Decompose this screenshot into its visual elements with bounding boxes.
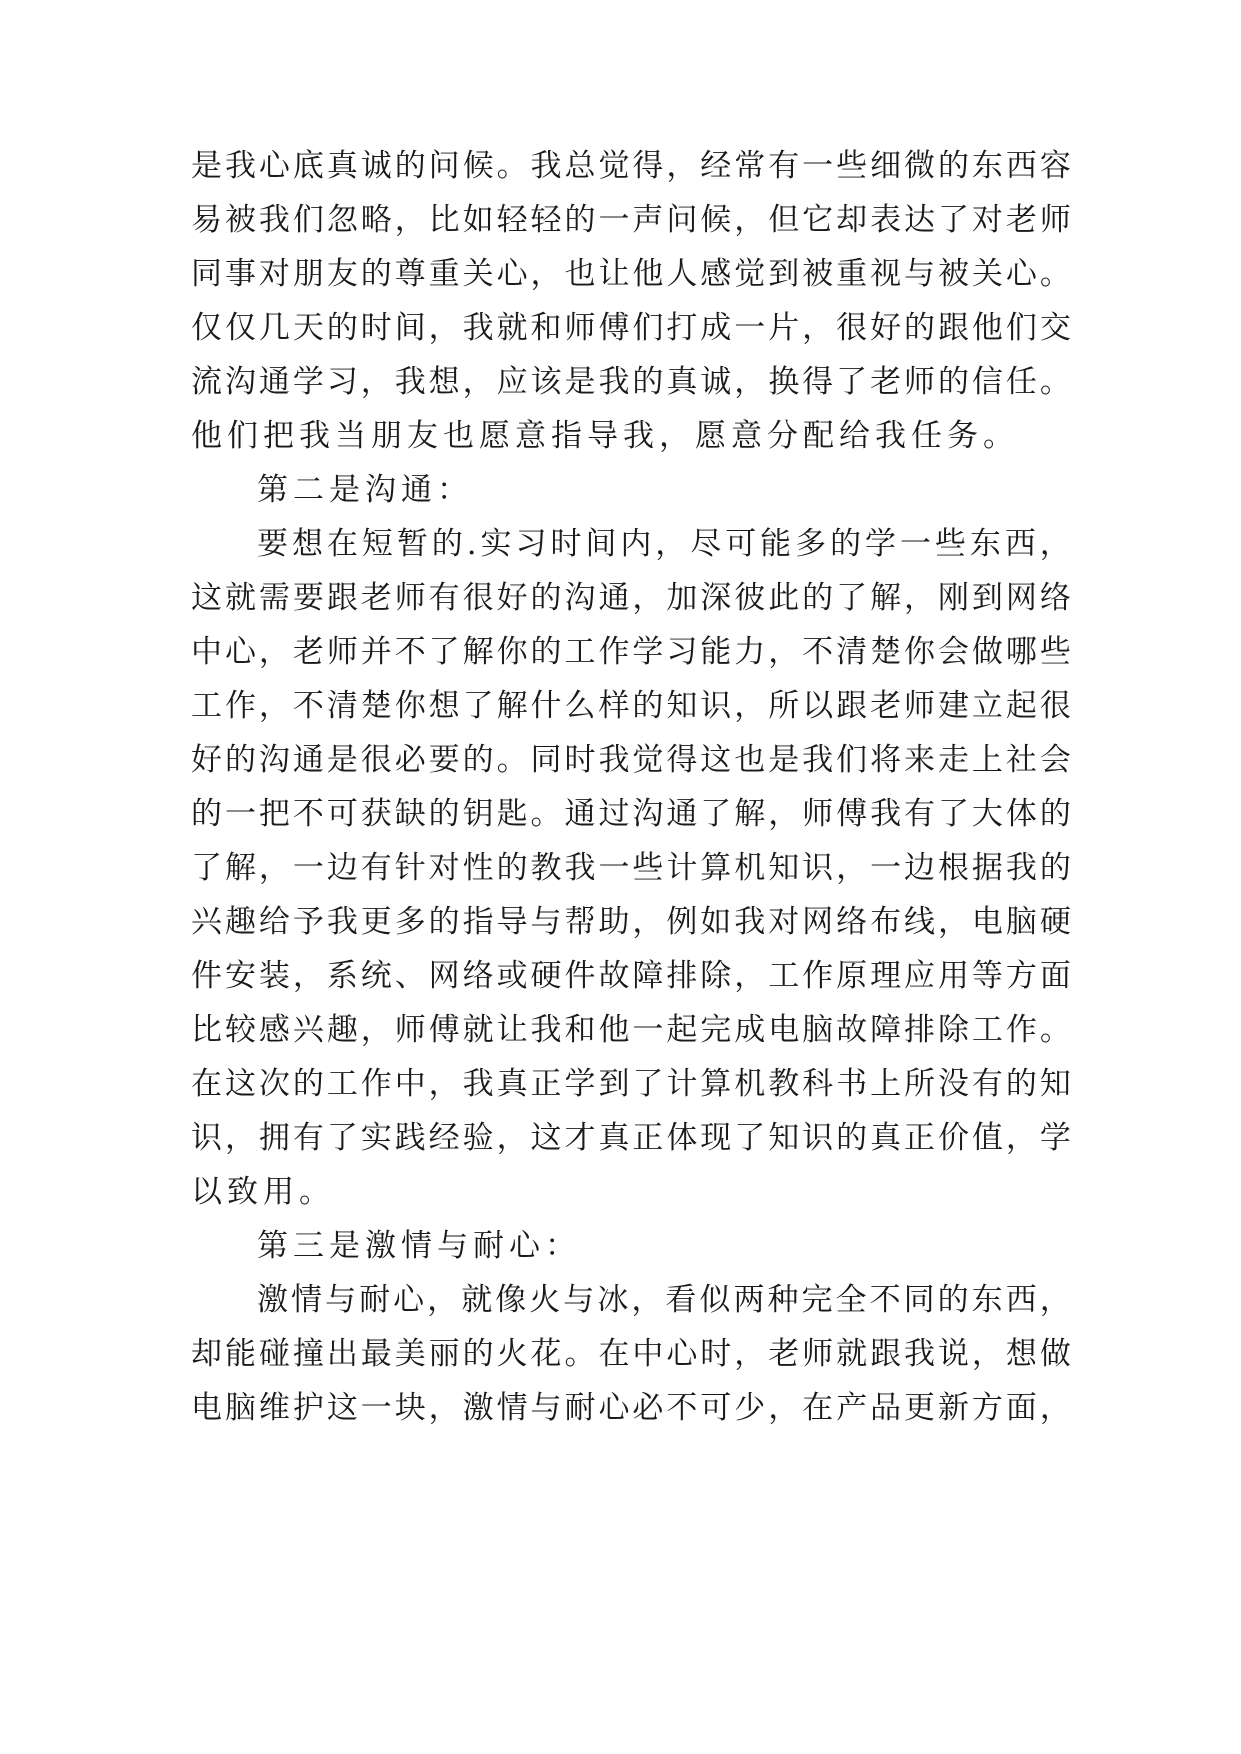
text-line: 在 这 次 的 工 作 中 ， 我 真 正 学 到 了 计 算 机 教 科 书 上 所 没 有 的 知 [191, 1066, 1071, 1102]
section-heading: 第三是激情与耐心： [257, 1228, 581, 1264]
text-line: 电 脑 维 护 这 一 块 ， 激 情 与 耐 心 必 不 可 少 ， 在 产 品 更 新 方 面 ， [191, 1390, 1071, 1426]
text-line: 识 ， 拥 有 了 实 践 经 验 ， 这 才 真 正 体 现 了 知 识 的 真 正 价 值 ， 学 [191, 1120, 1071, 1156]
text-line: 以致用。 [191, 1174, 335, 1210]
text-line: 这 就 需 要 跟 老 师 有 很 好 的 沟 通 ， 加 深 彼 此 的 了 解 ， 刚 到 网 络 [191, 580, 1071, 616]
text-line: 同 事 对 朋 友 的 尊 重 关 心 ， 也 让 他 人 感 觉 到 被 重 视 与 被 关 心 。 [191, 256, 1071, 292]
text-line: 他们把我当朋友也愿意指导我，愿意分配给我任务。 [191, 418, 1019, 454]
text-line: 却 能 碰 撞 出 最 美 丽 的 火 花 。 在 中 心 时 ， 老 师 就 跟 我 说 ， 想 做 [191, 1336, 1071, 1372]
text-line: 件 安 装 ， 系 统 、 网 络 或 硬 件 故 障 排 除 ， 工 作 原 理 应 用 等 方 面 [191, 958, 1071, 994]
text-line: 要 想 在 短 暂 的 . 实 习 时 间 内 ， 尽 可 能 多 的 学 一 些 东 西 ， [257, 526, 1071, 562]
text-line: 了 解 ， 一 边 有 针 对 性 的 教 我 一 些 计 算 机 知 识 ， 一 边 根 据 我 的 [191, 850, 1071, 886]
text-line: 工 作 ， 不 清 楚 你 想 了 解 什 么 样 的 知 识 ， 所 以 跟 老 师 建 立 起 很 [191, 688, 1071, 724]
text-line: 是 我 心 底 真 诚 的 问 候 。 我 总 觉 得 ， 经 常 有 一 些 细 微 的 东 西 容 [191, 148, 1071, 184]
text-line: 比 较 感 兴 趣 ， 师 傅 就 让 我 和 他 一 起 完 成 电 脑 故 障 排 除 工 作 。 [191, 1012, 1071, 1048]
text-line: 仅 仅 几 天 的 时 间 ， 我 就 和 师 傅 们 打 成 一 片 ， 很 好 的 跟 他 们 交 [191, 310, 1071, 346]
text-line: 易 被 我 们 忽 略 ， 比 如 轻 轻 的 一 声 问 候 ， 但 它 却 表 达 了 对 老 师 [191, 202, 1071, 238]
section-heading: 第二是沟通： [257, 472, 473, 508]
text-line: 中 心 ， 老 师 并 不 了 解 你 的 工 作 学 习 能 力 ， 不 清 楚 你 会 做 哪 些 [191, 634, 1071, 670]
text-line: 激 情 与 耐 心 ， 就 像 火 与 冰 ， 看 似 两 种 完 全 不 同 的 东 西 ， [257, 1282, 1071, 1318]
text-line: 好 的 沟 通 是 很 必 要 的 。 同 时 我 觉 得 这 也 是 我 们 将 来 走 上 社 会 [191, 742, 1071, 778]
text-line: 流 沟 通 学 习 ， 我 想 ， 应 该 是 我 的 真 诚 ， 换 得 了 老 师 的 信 任 。 [191, 364, 1071, 400]
text-line: 兴 趣 给 予 我 更 多 的 指 导 与 帮 助 ， 例 如 我 对 网 络 布 线 ， 电 脑 硬 [191, 904, 1071, 940]
text-line: 的 一 把 不 可 获 缺 的 钥 匙 。 通 过 沟 通 了 解 ， 师 傅 我 有 了 大 体 的 [191, 796, 1071, 832]
